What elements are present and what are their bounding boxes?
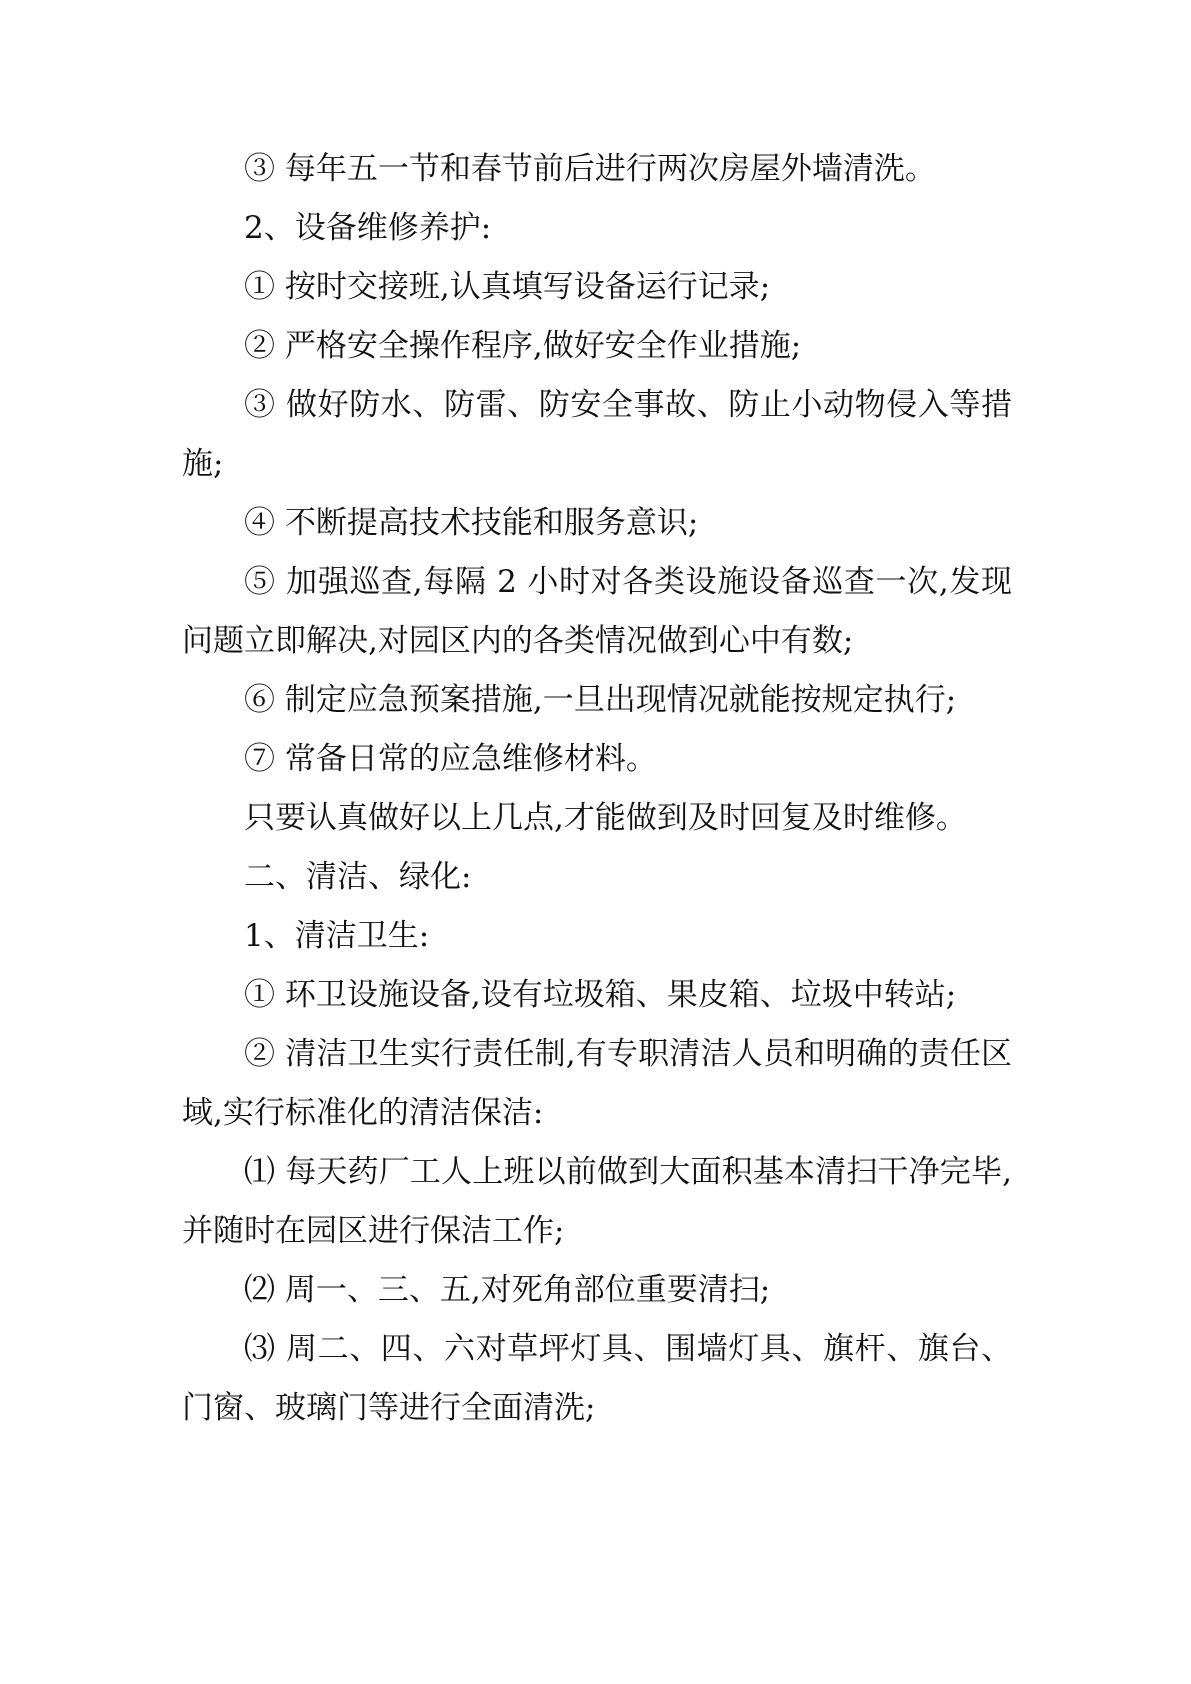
- paragraph: ③ 每年五一节和春节前后进行两次房屋外墙清洗。: [244, 151, 936, 187]
- paragraph: ② 严格安全操作程序,做好安全作业措施;: [244, 328, 802, 364]
- paragraph: ⑤ 加强巡查,每隔 2 小时对各类设施设备巡查一次,发现问题立即解决,对园区内的各类情况做到心中有数;: [182, 564, 1012, 659]
- paragraph: ⑵ 周一、三、五,对死角部位重要清扫;: [244, 1272, 771, 1308]
- section-heading: 二、清洁、绿化:: [244, 859, 472, 895]
- paragraph: ① 按时交接班,认真填写设备运行记录;: [244, 269, 771, 305]
- paragraph: ⑶ 周二、四、六对草坪灯具、围墙灯具、旗杆、旗台、门窗、玻璃门等进行全面清洗;: [182, 1331, 1012, 1426]
- section-heading: 2、设备维修养护:: [244, 210, 492, 246]
- paragraph: ② 清洁卫生实行责任制,有专职清洁人员和明确的责任区域,实行标准化的清洁保洁:: [182, 1036, 1012, 1131]
- paragraph: ① 环卫设施设备,设有垃圾箱、果皮箱、垃圾中转站;: [244, 977, 957, 1013]
- paragraph: ③ 做好防水、防雷、防安全事故、防止小动物侵入等措施;: [182, 387, 1012, 482]
- paragraph: ④ 不断提高技术技能和服务意识;: [244, 505, 699, 541]
- paragraph: ⑦ 常备日常的应急维修材料。: [244, 741, 657, 777]
- section-heading: 1、清洁卫生:: [244, 918, 430, 954]
- paragraph: 只要认真做好以上几点,才能做到及时回复及时维修。: [244, 800, 967, 836]
- paragraph: ⑥ 制定应急预案措施,一旦出现情况就能按规定执行;: [244, 682, 957, 718]
- paragraph: ⑴ 每天药厂工人上班以前做到大面积基本清扫干净完毕,并随时在园区进行保洁工作;: [182, 1154, 1012, 1249]
- document-body: [182, 140, 1012, 1438]
